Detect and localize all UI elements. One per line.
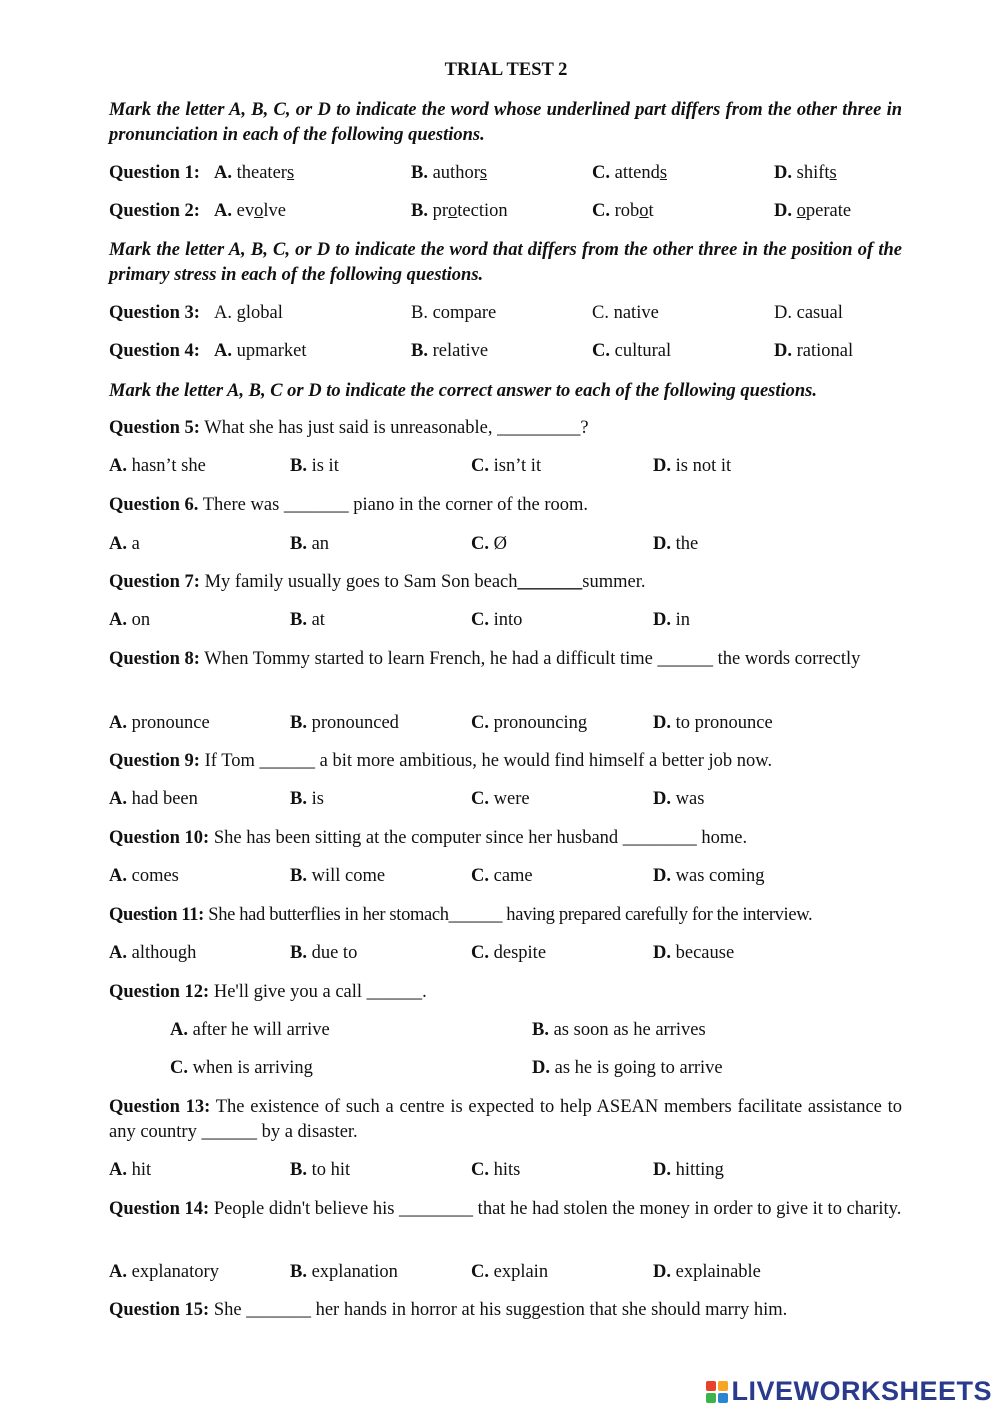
option-a[interactable]: A. theaters: [214, 163, 295, 183]
question-label: Question 4:: [109, 341, 200, 361]
option-b[interactable]: B. at: [290, 610, 325, 630]
option-d[interactable]: D. hitting: [653, 1160, 724, 1180]
option-d[interactable]: D. was: [653, 789, 705, 809]
question-14: Question 14: People didn't believe his ________ that he had stolen the money in order to give it to charity.: [109, 1199, 902, 1219]
question-label: Question 1:: [109, 163, 200, 183]
option-b[interactable]: B. as soon as he arrives: [532, 1020, 706, 1040]
option-d[interactable]: D. to pronounce: [653, 713, 773, 733]
option-b[interactable]: B. explanation: [290, 1262, 398, 1282]
option-b[interactable]: B. is: [290, 789, 324, 809]
option-d[interactable]: D. rational: [774, 341, 854, 361]
option-a[interactable]: A. a: [109, 534, 140, 554]
option-a[interactable]: A. upmarket: [214, 341, 307, 361]
option-b[interactable]: B. pronounced: [290, 713, 399, 733]
question-label: Question 3:: [109, 303, 200, 323]
option-d[interactable]: D. explainable: [653, 1262, 761, 1282]
option-b[interactable]: B. due to: [290, 943, 358, 963]
option-a[interactable]: A. pronounce: [109, 713, 210, 733]
option-b[interactable]: B. protection: [411, 201, 508, 221]
option-d[interactable]: D. as he is going to arrive: [532, 1058, 723, 1078]
option-b[interactable]: B. authors: [411, 163, 488, 183]
option-b[interactable]: B. to hit: [290, 1160, 351, 1180]
option-a[interactable]: A. hit: [109, 1160, 152, 1180]
option-c[interactable]: C. Ø: [471, 534, 507, 554]
option-a[interactable]: A. although: [109, 943, 197, 963]
option-c[interactable]: C. were: [471, 789, 530, 809]
option-d[interactable]: D. casual: [774, 303, 843, 323]
page-title: TRIAL TEST 2: [444, 60, 568, 80]
question-11: Question 11: She had butterflies in her stomach______ having prepared carefully for the interview.: [109, 905, 813, 925]
instruction-pronunciation: Mark the letter A, B, C, or D to indicate the word whose underlined part differs from the other three in pronunciation in each of the following questions.: [109, 100, 902, 145]
logo-text: LIVEWORKSHEETS: [731, 1376, 992, 1406]
option-a[interactable]: A. explanatory: [109, 1262, 219, 1282]
option-a[interactable]: A. had been: [109, 789, 198, 809]
option-a[interactable]: A. hasn’t she: [109, 456, 206, 476]
question-1: [109, 161, 200, 186]
logo-square-4: [718, 1393, 728, 1403]
option-c[interactable]: C. native: [592, 303, 659, 323]
instruction-stress: Mark the letter A, B, C, or D to indicate the word that differs from the other three in the position of the primary stress in each of the following questions.: [109, 240, 902, 285]
question-3: [109, 301, 200, 326]
logo-square-3: [706, 1393, 716, 1403]
logo-square-2: [718, 1381, 728, 1391]
question-6: Question 6. There was _______ piano in the corner of the room.: [109, 495, 589, 515]
option-c[interactable]: C. despite: [471, 943, 547, 963]
option-c[interactable]: C. robot: [592, 201, 654, 221]
option-d[interactable]: D. was coming: [653, 866, 765, 886]
option-c[interactable]: C. isn’t it: [471, 456, 542, 476]
question-12: Question 12: He'll give you a call ______.: [109, 982, 427, 1002]
answer-blank[interactable]: _______: [517, 572, 583, 592]
option-c[interactable]: C. attends: [592, 163, 668, 183]
logo-square-1: [706, 1381, 716, 1391]
question-8: Question 8: When Tommy started to learn French, he had a difficult time ______ the words correctly: [109, 649, 861, 669]
question-2: [109, 199, 200, 224]
option-c[interactable]: C. pronouncing: [471, 713, 588, 733]
option-d[interactable]: D. the: [653, 534, 699, 554]
option-a[interactable]: A. global: [214, 303, 283, 323]
instruction-answer: Mark the letter A, B, C or D to indicate the correct answer to each of the following questions.: [109, 381, 817, 401]
liveworksheets-logo[interactable]: [706, 1376, 992, 1407]
question-13: Question 13: The existence of such a centre is expected to help ASEAN members facilitate assistance to any country ______ by a disaster.: [109, 1097, 902, 1142]
option-d[interactable]: D. shifts: [774, 163, 837, 183]
option-d[interactable]: D. is not it: [653, 456, 732, 476]
question-10: Question 10: She has been sitting at the computer since her husband ________ home.: [109, 828, 748, 848]
option-a[interactable]: A. comes: [109, 866, 179, 886]
option-c[interactable]: C. came: [471, 866, 533, 886]
question-7: Question 7: My family usually goes to Sam Son beach_______summer.: [109, 572, 646, 592]
liveworksheets-logo-icon: [706, 1381, 728, 1403]
option-b[interactable]: B. compare: [411, 303, 497, 323]
option-a[interactable]: A. on: [109, 610, 151, 630]
option-b[interactable]: B. relative: [411, 341, 489, 361]
option-a[interactable]: A. evolve: [214, 201, 286, 221]
option-a[interactable]: A. after he will arrive: [170, 1020, 330, 1040]
question-label: Question 2:: [109, 201, 200, 221]
option-d[interactable]: D. because: [653, 943, 735, 963]
option-d[interactable]: D. in: [653, 610, 691, 630]
option-c[interactable]: C. explain: [471, 1262, 549, 1282]
option-b[interactable]: B. is it: [290, 456, 339, 476]
option-c[interactable]: C. cultural: [592, 341, 672, 361]
question-5: Question 5: What she has just said is unreasonable, _________?: [109, 418, 589, 438]
option-c[interactable]: C. hits: [471, 1160, 521, 1180]
option-c[interactable]: C. into: [471, 610, 523, 630]
option-b[interactable]: B. will come: [290, 866, 386, 886]
question-9: Question 9: If Tom ______ a bit more ambitious, he would find himself a better job now.: [109, 751, 773, 771]
option-c[interactable]: C. when is arriving: [170, 1058, 313, 1078]
option-b[interactable]: B. an: [290, 534, 330, 554]
question-4: [109, 339, 200, 364]
question-15: Question 15: She _______ her hands in horror at his suggestion that she should marry him.: [109, 1300, 788, 1320]
option-d[interactable]: D. operate: [774, 201, 852, 221]
